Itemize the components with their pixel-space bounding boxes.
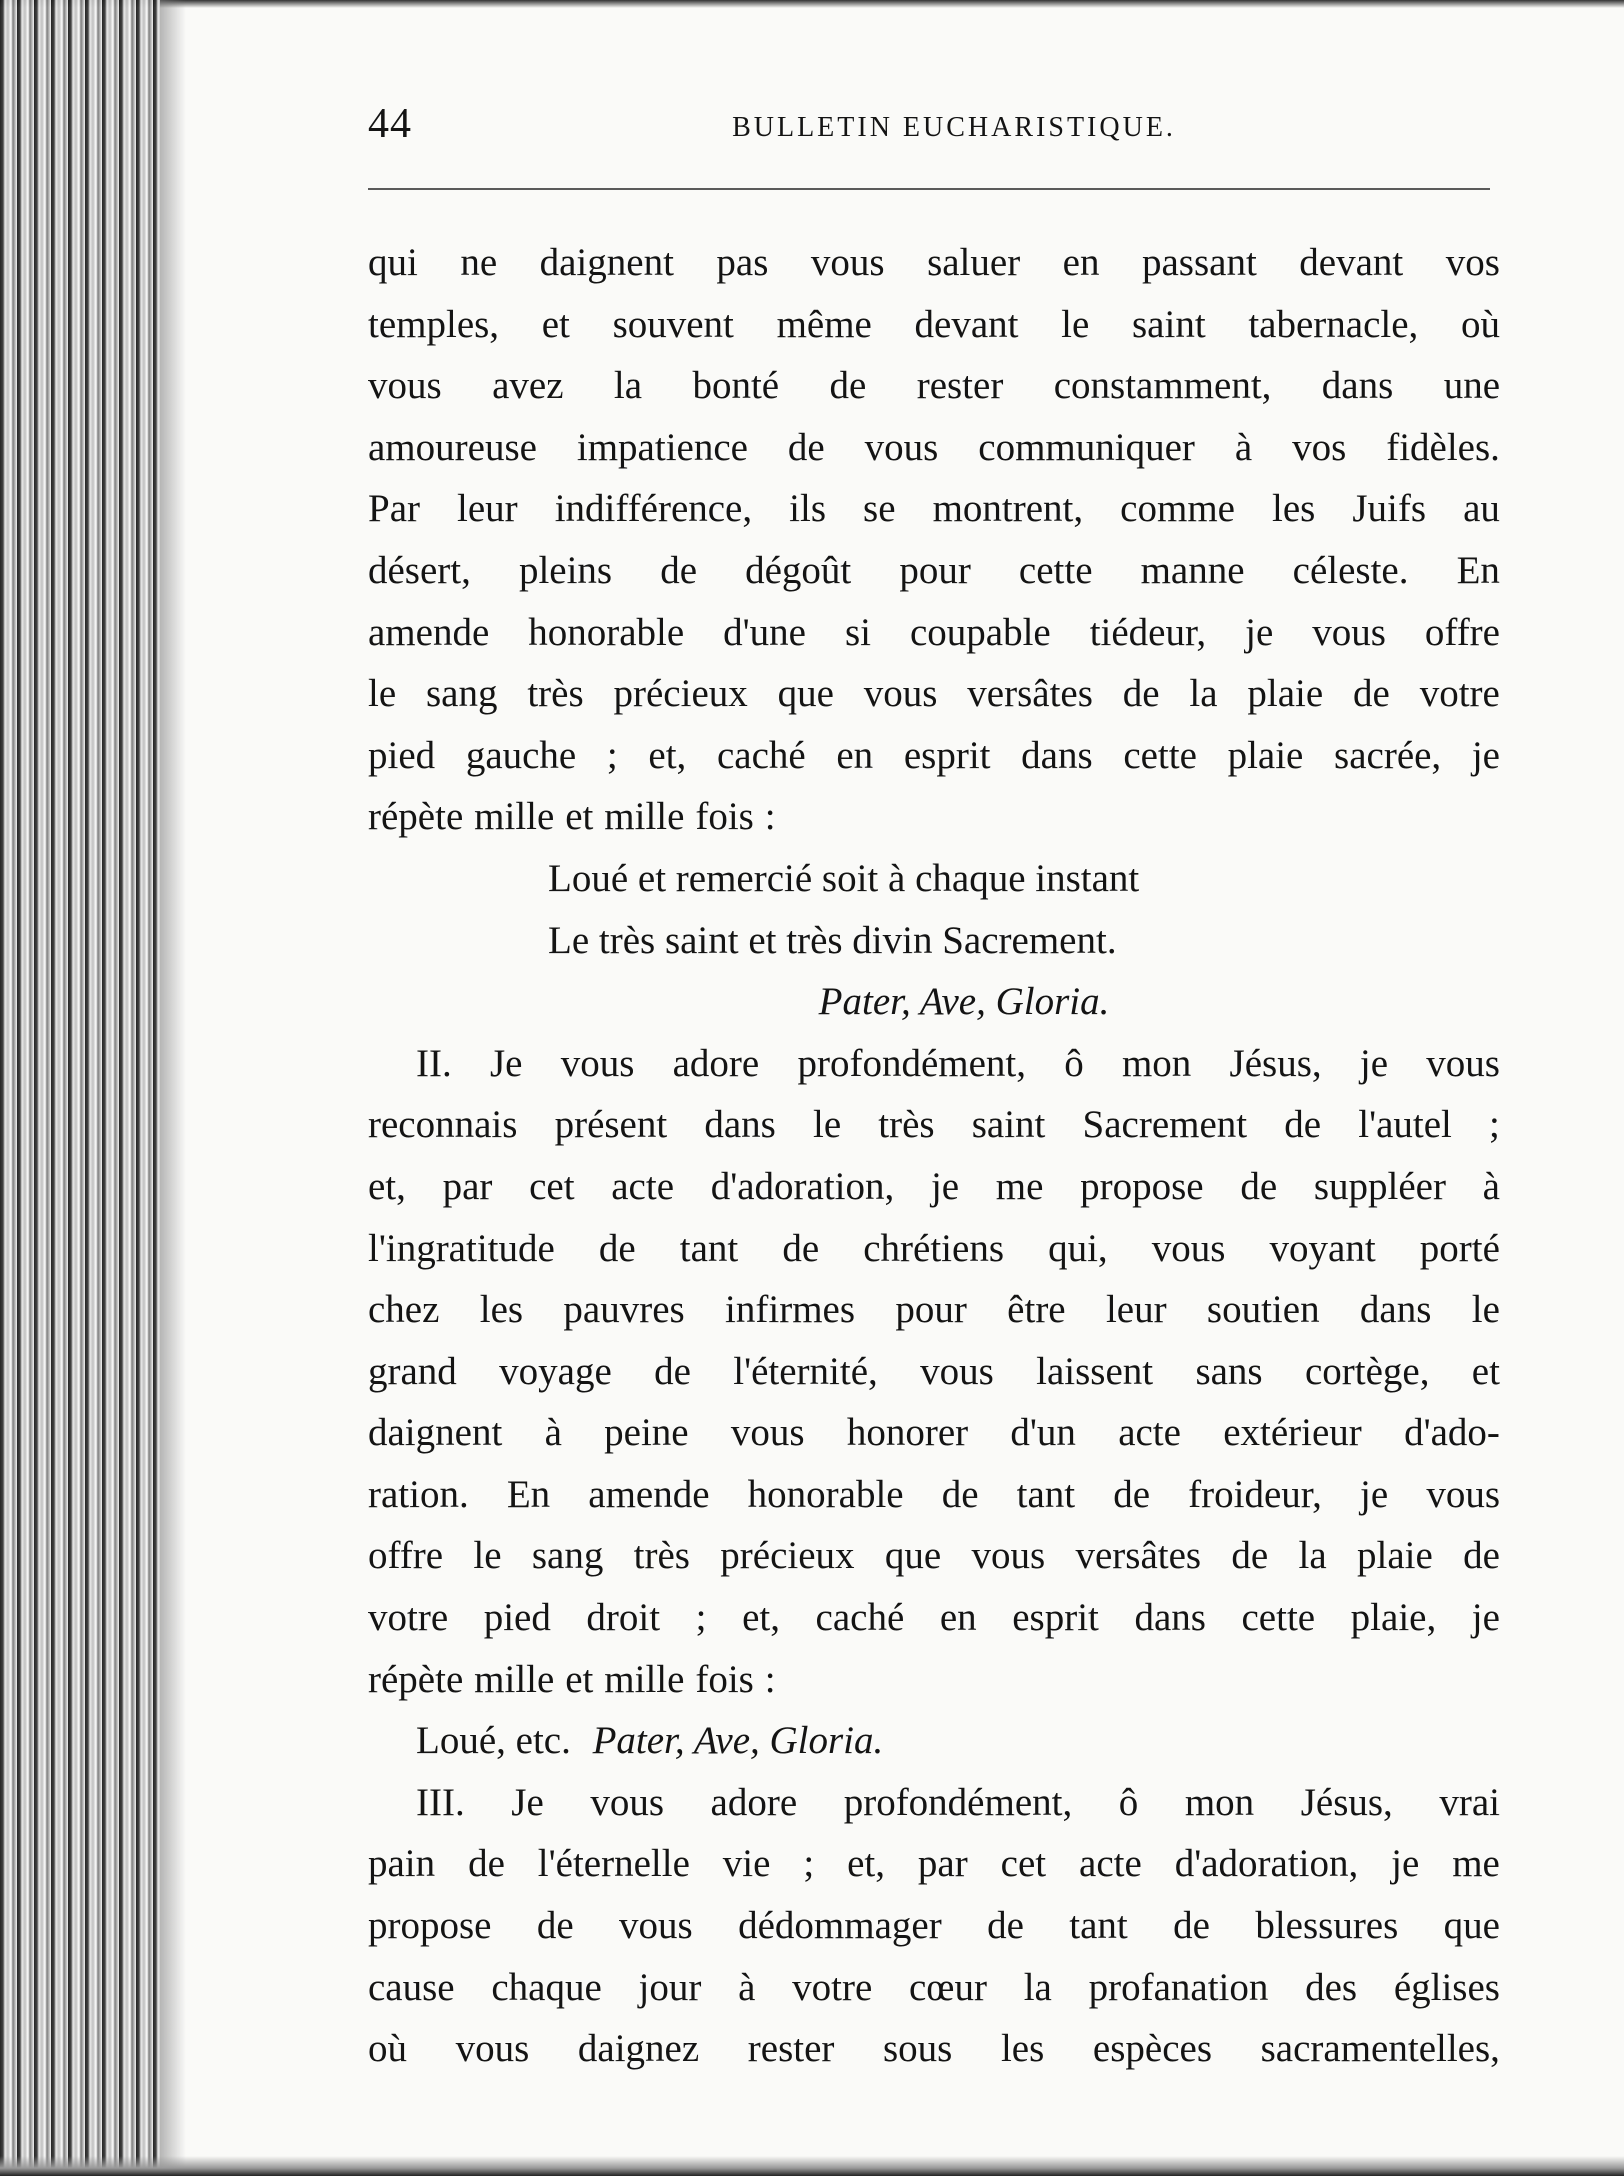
word: où	[1460, 302, 1500, 346]
word: très	[527, 672, 584, 716]
word: vous	[920, 1349, 994, 1393]
word: fois	[695, 795, 754, 839]
word: de	[1113, 1472, 1151, 1516]
word: coupable	[909, 610, 1051, 654]
word: caché	[815, 1596, 905, 1640]
word: très	[633, 1534, 690, 1578]
word: versâtes	[1075, 1534, 1202, 1578]
word: daignent	[539, 241, 674, 284]
word: je	[1391, 1842, 1420, 1886]
word: ration.	[368, 1472, 469, 1516]
word: sang	[426, 672, 498, 716]
word: par	[442, 1164, 493, 1208]
word: dans	[1134, 1596, 1206, 1640]
word: et,	[648, 733, 687, 777]
word: profondément,	[843, 1780, 1073, 1824]
word: de	[1122, 672, 1160, 716]
word: chaque	[491, 1965, 602, 2009]
paragraph-2	[368, 1033, 1500, 1711]
word: vous	[455, 2027, 530, 2071]
word: à	[544, 1411, 562, 1455]
word: amoureuse	[368, 425, 537, 469]
word: vous	[1426, 1472, 1500, 1516]
word: de	[829, 364, 867, 408]
paragraph-2-line	[368, 1218, 1500, 1280]
paragraph-2-line	[368, 1156, 1500, 1218]
book-page	[368, 100, 1500, 2080]
word: laissent	[1036, 1349, 1154, 1393]
word: de	[1173, 1904, 1210, 1948]
paragraph-3-line	[368, 1957, 1500, 2019]
word: peine	[604, 1411, 689, 1455]
word: les	[1000, 2027, 1045, 2071]
word: la	[1023, 1965, 1052, 2009]
word: pied	[483, 1596, 551, 1640]
running-head	[368, 100, 1500, 160]
page-top-edge	[0, 0, 1624, 8]
word: saint	[971, 1103, 1046, 1147]
word: d'un	[1010, 1411, 1076, 1455]
word: mon	[1121, 1041, 1192, 1085]
word: sans	[1195, 1349, 1263, 1393]
word: suppléer	[1313, 1164, 1446, 1208]
word: honorable	[528, 610, 685, 654]
word: les	[479, 1288, 524, 1332]
word: constamment,	[1053, 364, 1272, 408]
word: de	[660, 548, 698, 592]
paragraph-3-line	[368, 1833, 1500, 1895]
word: Je	[511, 1780, 544, 1824]
word: l'éternelle	[537, 1842, 690, 1886]
word: reconnais	[368, 1103, 518, 1147]
word: amende	[588, 1472, 710, 1516]
header-rule	[368, 188, 1490, 190]
word: dégoût	[745, 548, 852, 592]
word: Sacrement	[1082, 1103, 1248, 1147]
word: céleste.	[1292, 548, 1409, 592]
word: cet	[1000, 1842, 1047, 1886]
word: et,	[368, 1164, 406, 1208]
word: de	[1353, 672, 1390, 716]
word: indifférence,	[554, 487, 753, 531]
word: fidèles.	[1386, 425, 1500, 469]
verse-line-1: Loué et remercié soit à chaque instant	[548, 856, 1140, 900]
word: sacramentelles,	[1260, 2027, 1500, 2071]
word: de	[987, 1904, 1024, 1948]
word: acte	[1079, 1842, 1142, 1886]
word: communiquer	[978, 425, 1195, 469]
word: églises	[1393, 1965, 1500, 2009]
word: je	[930, 1164, 960, 1208]
word: vie	[722, 1842, 771, 1886]
word: vous	[730, 1411, 805, 1455]
word: la	[1189, 672, 1218, 716]
word: en	[1062, 241, 1100, 284]
word: répète	[368, 1657, 464, 1701]
word: pour	[895, 1288, 967, 1332]
word: vous	[864, 425, 939, 469]
paragraph-2-line	[368, 1279, 1500, 1341]
word: montrent,	[932, 487, 1084, 531]
word: grand	[368, 1349, 457, 1393]
word: cœur	[909, 1965, 987, 2009]
word: vrai	[1439, 1780, 1500, 1824]
word: cortège,	[1304, 1349, 1430, 1393]
word: précieux	[720, 1534, 855, 1578]
paragraph-1-line	[368, 478, 1500, 540]
word: propose	[368, 1904, 492, 1948]
word: passant	[1141, 241, 1257, 284]
word: pleins	[518, 548, 613, 592]
word: l'ingratitude	[368, 1226, 555, 1270]
word: le	[473, 1534, 502, 1578]
word: jour	[638, 1965, 702, 2009]
paragraph-2-line	[368, 1525, 1500, 1587]
closing-text: Loué, etc.	[416, 1719, 571, 1763]
word: cet	[529, 1164, 575, 1208]
word: ne	[460, 241, 498, 284]
word: porté	[1419, 1226, 1500, 1270]
paragraph-3-line	[368, 1895, 1500, 1957]
word: chrétiens	[863, 1226, 1004, 1270]
word: mille	[474, 1657, 555, 1701]
word: je	[1471, 1596, 1500, 1640]
word: froideur,	[1188, 1472, 1322, 1516]
word: de	[787, 425, 825, 469]
word: mille	[474, 795, 555, 839]
word: de	[536, 1904, 574, 1948]
word: bonté	[692, 364, 780, 408]
word: dans	[1359, 1288, 1432, 1332]
word: le	[368, 672, 397, 716]
word: ô	[1118, 1780, 1139, 1824]
word: le	[1061, 302, 1090, 346]
word: :	[764, 1657, 776, 1701]
paragraph-1	[368, 232, 1500, 848]
word: de	[1284, 1103, 1322, 1147]
word: sous	[883, 2027, 953, 2071]
word: cause	[368, 1965, 455, 2009]
word: vos	[1292, 425, 1347, 469]
word: vos	[1445, 241, 1500, 284]
paragraph-3-line	[368, 2018, 1500, 2080]
word: que	[1443, 1904, 1500, 1948]
word: de	[598, 1226, 636, 1270]
word: honorer	[846, 1411, 969, 1455]
word: avez	[492, 364, 564, 408]
word: mille	[604, 1657, 685, 1701]
word: votre	[1419, 672, 1500, 716]
word: dans	[704, 1103, 776, 1147]
word: Je	[489, 1041, 523, 1085]
word: sacrée,	[1334, 733, 1442, 777]
word: ;	[1489, 1103, 1500, 1147]
word: même	[776, 302, 872, 346]
word: une	[1443, 364, 1500, 408]
word: d'adoration,	[710, 1164, 895, 1208]
word: souvent	[612, 302, 734, 346]
word: et	[565, 795, 594, 839]
word: :	[764, 795, 776, 839]
paragraph-1-line	[368, 540, 1500, 602]
word: tiédeur,	[1089, 610, 1207, 654]
closing-line	[368, 1710, 1500, 1772]
word: pied	[368, 733, 436, 777]
word: manne	[1140, 548, 1245, 592]
page-bottom-edge	[0, 2156, 1624, 2176]
word: vous	[810, 241, 885, 284]
word: plaie	[1227, 733, 1304, 777]
word: que	[777, 672, 834, 716]
word: honorable	[747, 1472, 904, 1516]
word: II.	[416, 1041, 452, 1085]
word: plaie	[1357, 1534, 1433, 1578]
word: cette	[1123, 733, 1197, 777]
word: Juifs	[1352, 487, 1427, 531]
word: désert,	[368, 548, 471, 592]
word: de	[941, 1472, 979, 1516]
word: gauche	[465, 733, 577, 777]
word: leur	[1105, 1288, 1167, 1332]
word: saint	[1132, 302, 1206, 346]
word: mille	[604, 795, 685, 839]
word: et,	[847, 1842, 886, 1886]
paragraph-2-line	[368, 1649, 1500, 1711]
word: d'ado-	[1404, 1411, 1500, 1455]
word: En	[506, 1472, 551, 1516]
paragraph-2-line	[368, 1033, 1500, 1095]
word: comme	[1120, 487, 1235, 531]
word: devant	[1299, 241, 1404, 284]
paragraph-2-line	[368, 1341, 1500, 1403]
word: blessures	[1255, 1904, 1399, 1948]
word: offre	[1424, 610, 1500, 654]
word: fois	[695, 1657, 754, 1701]
word: plaie	[1247, 672, 1324, 716]
paragraph-1-line	[368, 663, 1500, 725]
word: acte	[1118, 1411, 1181, 1455]
word: vous	[560, 1041, 635, 1085]
word: à	[738, 1965, 756, 2009]
paragraph-1-line	[368, 232, 1500, 294]
word: d'adoration,	[1174, 1842, 1359, 1886]
word: précieux	[613, 672, 748, 716]
word: si	[844, 610, 871, 654]
word: cette	[1241, 1596, 1316, 1640]
word: profondément,	[797, 1041, 1026, 1085]
word: la	[613, 364, 643, 408]
word: devant	[914, 302, 1019, 346]
word: et,	[742, 1596, 780, 1640]
word: daignent	[368, 1411, 503, 1455]
word: tant	[679, 1226, 739, 1270]
word: espèces	[1092, 2027, 1213, 2071]
word: saluer	[927, 241, 1021, 284]
running-title: BULLETIN EUCHARISTIQUE.	[732, 112, 1176, 143]
paragraph-1-line	[368, 355, 1500, 417]
word: l'éternité,	[733, 1349, 878, 1393]
paragraph-3-line	[368, 1772, 1500, 1834]
paragraph-1-line	[368, 786, 1500, 848]
word: ;	[803, 1842, 815, 1886]
word: être	[1007, 1288, 1066, 1332]
word: rester	[916, 364, 1004, 408]
word: caché	[716, 733, 806, 777]
word: vous	[590, 1780, 664, 1824]
word: tabernacle,	[1248, 302, 1419, 346]
word: le	[812, 1103, 842, 1147]
word: de	[1240, 1164, 1278, 1208]
word: des	[1305, 1965, 1358, 2009]
word: et	[1471, 1349, 1500, 1393]
word: Jésus,	[1300, 1780, 1393, 1824]
word: adore	[710, 1780, 798, 1824]
word: où	[368, 2027, 407, 2071]
word: pas	[716, 241, 769, 284]
paragraph-2-line	[368, 1402, 1500, 1464]
word: me	[995, 1164, 1044, 1208]
word: que	[884, 1534, 942, 1578]
word: mon	[1184, 1780, 1255, 1824]
word: vous	[1151, 1226, 1226, 1270]
word: dans	[1021, 733, 1093, 777]
page-number: 44	[368, 101, 412, 147]
word: se	[863, 487, 896, 531]
word: à	[1482, 1164, 1500, 1208]
page-body	[368, 232, 1500, 2080]
paragraph-2-line	[368, 1587, 1500, 1649]
paragraph-2-line	[368, 1464, 1500, 1526]
paragraph-2-line	[368, 1094, 1500, 1156]
word: vous	[368, 364, 442, 408]
word: esprit	[903, 733, 991, 777]
word: tant	[1016, 1472, 1076, 1516]
paragraph-1-line	[368, 725, 1500, 787]
word: rester	[747, 2027, 835, 2071]
word: d'une	[723, 610, 806, 654]
word: extérieur	[1223, 1411, 1362, 1455]
word: et	[565, 1657, 594, 1701]
word: leur	[457, 487, 518, 531]
word: qui	[368, 241, 418, 284]
word: répète	[368, 795, 464, 839]
word: pauvres	[563, 1288, 685, 1332]
word: tant	[1069, 1904, 1128, 1948]
word: la	[1298, 1534, 1327, 1578]
word: dédommager	[738, 1904, 942, 1948]
word: chez	[368, 1288, 440, 1332]
word: temples,	[368, 302, 500, 346]
word: très	[878, 1103, 935, 1147]
word: de	[1231, 1534, 1269, 1578]
word: en	[939, 1596, 977, 1640]
word: offre	[368, 1534, 444, 1578]
word: voyant	[1269, 1226, 1376, 1270]
word: profanation	[1088, 1965, 1269, 2009]
word: votre	[368, 1596, 449, 1640]
word: pain	[368, 1842, 436, 1886]
paragraph-1-line	[368, 417, 1500, 479]
word: versâtes	[967, 672, 1093, 716]
word: acte	[611, 1164, 675, 1208]
paragraph-1-line	[368, 294, 1500, 356]
word: sang	[531, 1534, 604, 1578]
word: je	[1245, 610, 1274, 654]
word: de	[468, 1842, 505, 1886]
word: propose	[1080, 1164, 1204, 1208]
word: plaie,	[1350, 1596, 1437, 1640]
word: qui,	[1048, 1226, 1108, 1270]
word: voyage	[499, 1349, 612, 1393]
word: impatience	[576, 425, 748, 469]
word: Jésus,	[1229, 1041, 1322, 1085]
word: esprit	[1012, 1596, 1099, 1640]
book-binding-edge	[0, 0, 160, 2176]
closing-prayer: Pater, Ave, Gloria.	[592, 1719, 884, 1763]
word: En	[1456, 548, 1500, 592]
word: Par	[368, 487, 420, 531]
word: le	[1471, 1288, 1500, 1332]
word: me	[1452, 1842, 1500, 1886]
word: l'autel	[1358, 1103, 1452, 1147]
word: au	[1463, 487, 1500, 531]
word: vous	[619, 1904, 693, 1948]
word: en	[836, 733, 874, 777]
verse-line-2: Le très saint et très divin Sacrement.	[548, 918, 1117, 962]
word: ;	[606, 733, 618, 777]
word: je	[1359, 1041, 1389, 1085]
word: par	[917, 1842, 968, 1886]
word: les	[1272, 487, 1316, 531]
word: à	[1234, 425, 1253, 469]
word: vous	[1312, 610, 1386, 654]
word: droit	[586, 1596, 661, 1640]
paragraph-1-line	[368, 602, 1500, 664]
word: dans	[1321, 364, 1394, 408]
word: je	[1360, 1472, 1389, 1516]
word: cette	[1018, 548, 1093, 592]
word: III.	[416, 1780, 465, 1824]
word: et	[541, 302, 570, 346]
word: amende	[368, 610, 490, 654]
paragraph-3	[368, 1772, 1500, 2080]
word: ;	[695, 1596, 707, 1640]
word: ô	[1064, 1041, 1084, 1085]
word: vous	[971, 1534, 1046, 1578]
word: daignez	[577, 2027, 700, 2071]
word: infirmes	[725, 1288, 856, 1332]
word: ils	[789, 487, 827, 531]
word: adore	[672, 1041, 760, 1085]
word: soutien	[1206, 1288, 1320, 1332]
word: de	[654, 1349, 691, 1393]
word: de	[1463, 1534, 1500, 1578]
prayer-line: Pater, Ave, Gloria.	[818, 980, 1110, 1024]
word: pour	[899, 548, 971, 592]
word: je	[1471, 733, 1500, 777]
word: de	[782, 1226, 820, 1270]
word: vous	[863, 672, 938, 716]
word: vous	[1426, 1041, 1500, 1085]
word: votre	[792, 1965, 873, 2009]
word: présent	[554, 1103, 668, 1147]
